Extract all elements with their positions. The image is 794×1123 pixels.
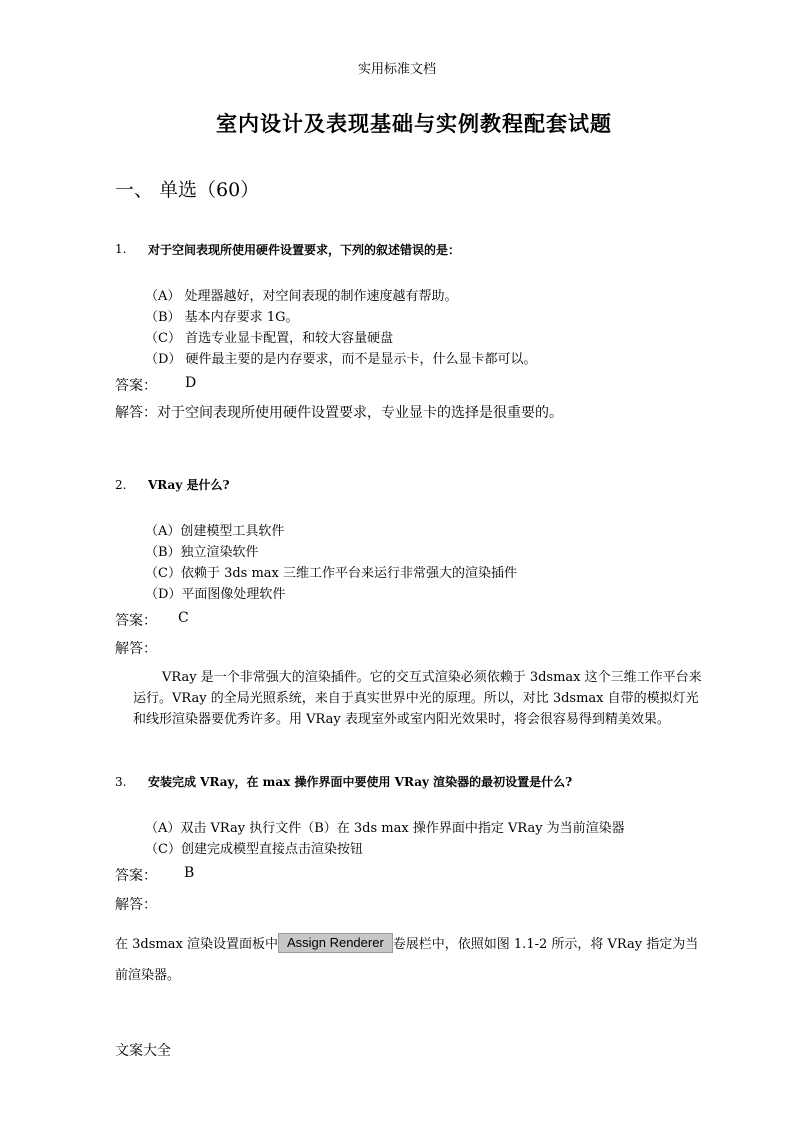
question-1-explanation: 解答：对于空间表现所使用硬件设置要求，专业显卡的选择是很重要的。 — [115, 405, 563, 421]
question-3-answer: B — [184, 865, 195, 881]
question-2-text: VRay 是什么? — [148, 478, 230, 492]
question-3-answer-label: 答案： — [115, 868, 157, 884]
question-3-option-line: （C）创建完成模型直接点击渲染按钮 — [145, 842, 363, 857]
question-2-option-a: （A）创建模型工具软件 — [145, 524, 285, 539]
question-2-number: 2. — [115, 478, 127, 492]
question-2-explanation-line: 和线形渲染器要优秀许多。用 VRay 表现室外或室内阳光效果时，将会很容易得到精美效果。 — [133, 712, 670, 727]
question-1-option-a: （A） 处理器越好，对空间表现的制作速度越有帮助。 — [145, 289, 458, 304]
paragraph-text-before: 在 3dsmax 渲染设置面板中 — [115, 937, 278, 952]
question-3-number: 3. — [115, 775, 127, 789]
page-footer: 文案大全 — [115, 1043, 171, 1059]
section-title: 一、 单选（60） — [115, 179, 260, 201]
question-2-explanation-line: VRay 是一个非常强大的渲染插件。它的交互式渲染必须依赖于 3dsmax 这个三维工作平台来 — [162, 670, 702, 685]
question-1-number: 1. — [115, 242, 127, 256]
question-2-option-c: （C）依赖于 3ds max 三维工作平台来运行非常强大的渲染插件 — [145, 566, 518, 581]
question-1-option-d: （D） 硬件最主要的是内存要求，而不是显示卡，什么显卡都可以。 — [145, 352, 537, 367]
assign-renderer-button-image: Assign Renderer — [278, 933, 393, 953]
question-1-answer: D — [185, 375, 197, 391]
question-3-explanation-paragraph-line2: 前渲染器。 — [115, 968, 181, 983]
question-2-answer: C — [178, 610, 189, 626]
paragraph-text-after: 卷展栏中，依照如图 1.1-2 所示，将 VRay 指定为当 — [392, 937, 699, 952]
question-2-explanation-label: 解答： — [115, 641, 157, 657]
question-2-option-b: （B）独立渲染软件 — [145, 545, 259, 560]
question-3-explanation-label: 解答： — [115, 897, 157, 913]
question-1-option-c: （C） 首选专业显卡配置，和较大容量硬盘 — [145, 331, 394, 346]
question-1-text: 对于空间表现所使用硬件设置要求，下列的叙述错误的是： — [148, 243, 461, 257]
question-2-answer-label: 答案： — [115, 613, 157, 629]
question-3-explanation-paragraph — [115, 933, 698, 953]
question-3-option-line: （A）双击 VRay 执行文件（B）在 3ds max 操作界面中指定 VRay 为当前渲染器 — [145, 821, 625, 836]
question-3-text: 安装完成 VRay，在 max 操作界面中要使用 VRay 渲染器的最初设置是什么? — [148, 775, 573, 789]
question-1-option-b: （B） 基本内存要求 1G。 — [145, 310, 299, 325]
question-2-explanation-line: 运行。VRay 的全局光照系统，来自于真实世界中光的原理。所以，对比 3dsmax 自带的模拟灯光 — [133, 691, 699, 706]
question-2-option-d: （D）平面图像处理软件 — [145, 587, 286, 602]
page-header: 实用标准文档 — [357, 62, 436, 77]
document-title: 室内设计及表现基础与实例教程配套试题 — [216, 111, 612, 136]
question-1-answer-label: 答案： — [115, 378, 157, 394]
